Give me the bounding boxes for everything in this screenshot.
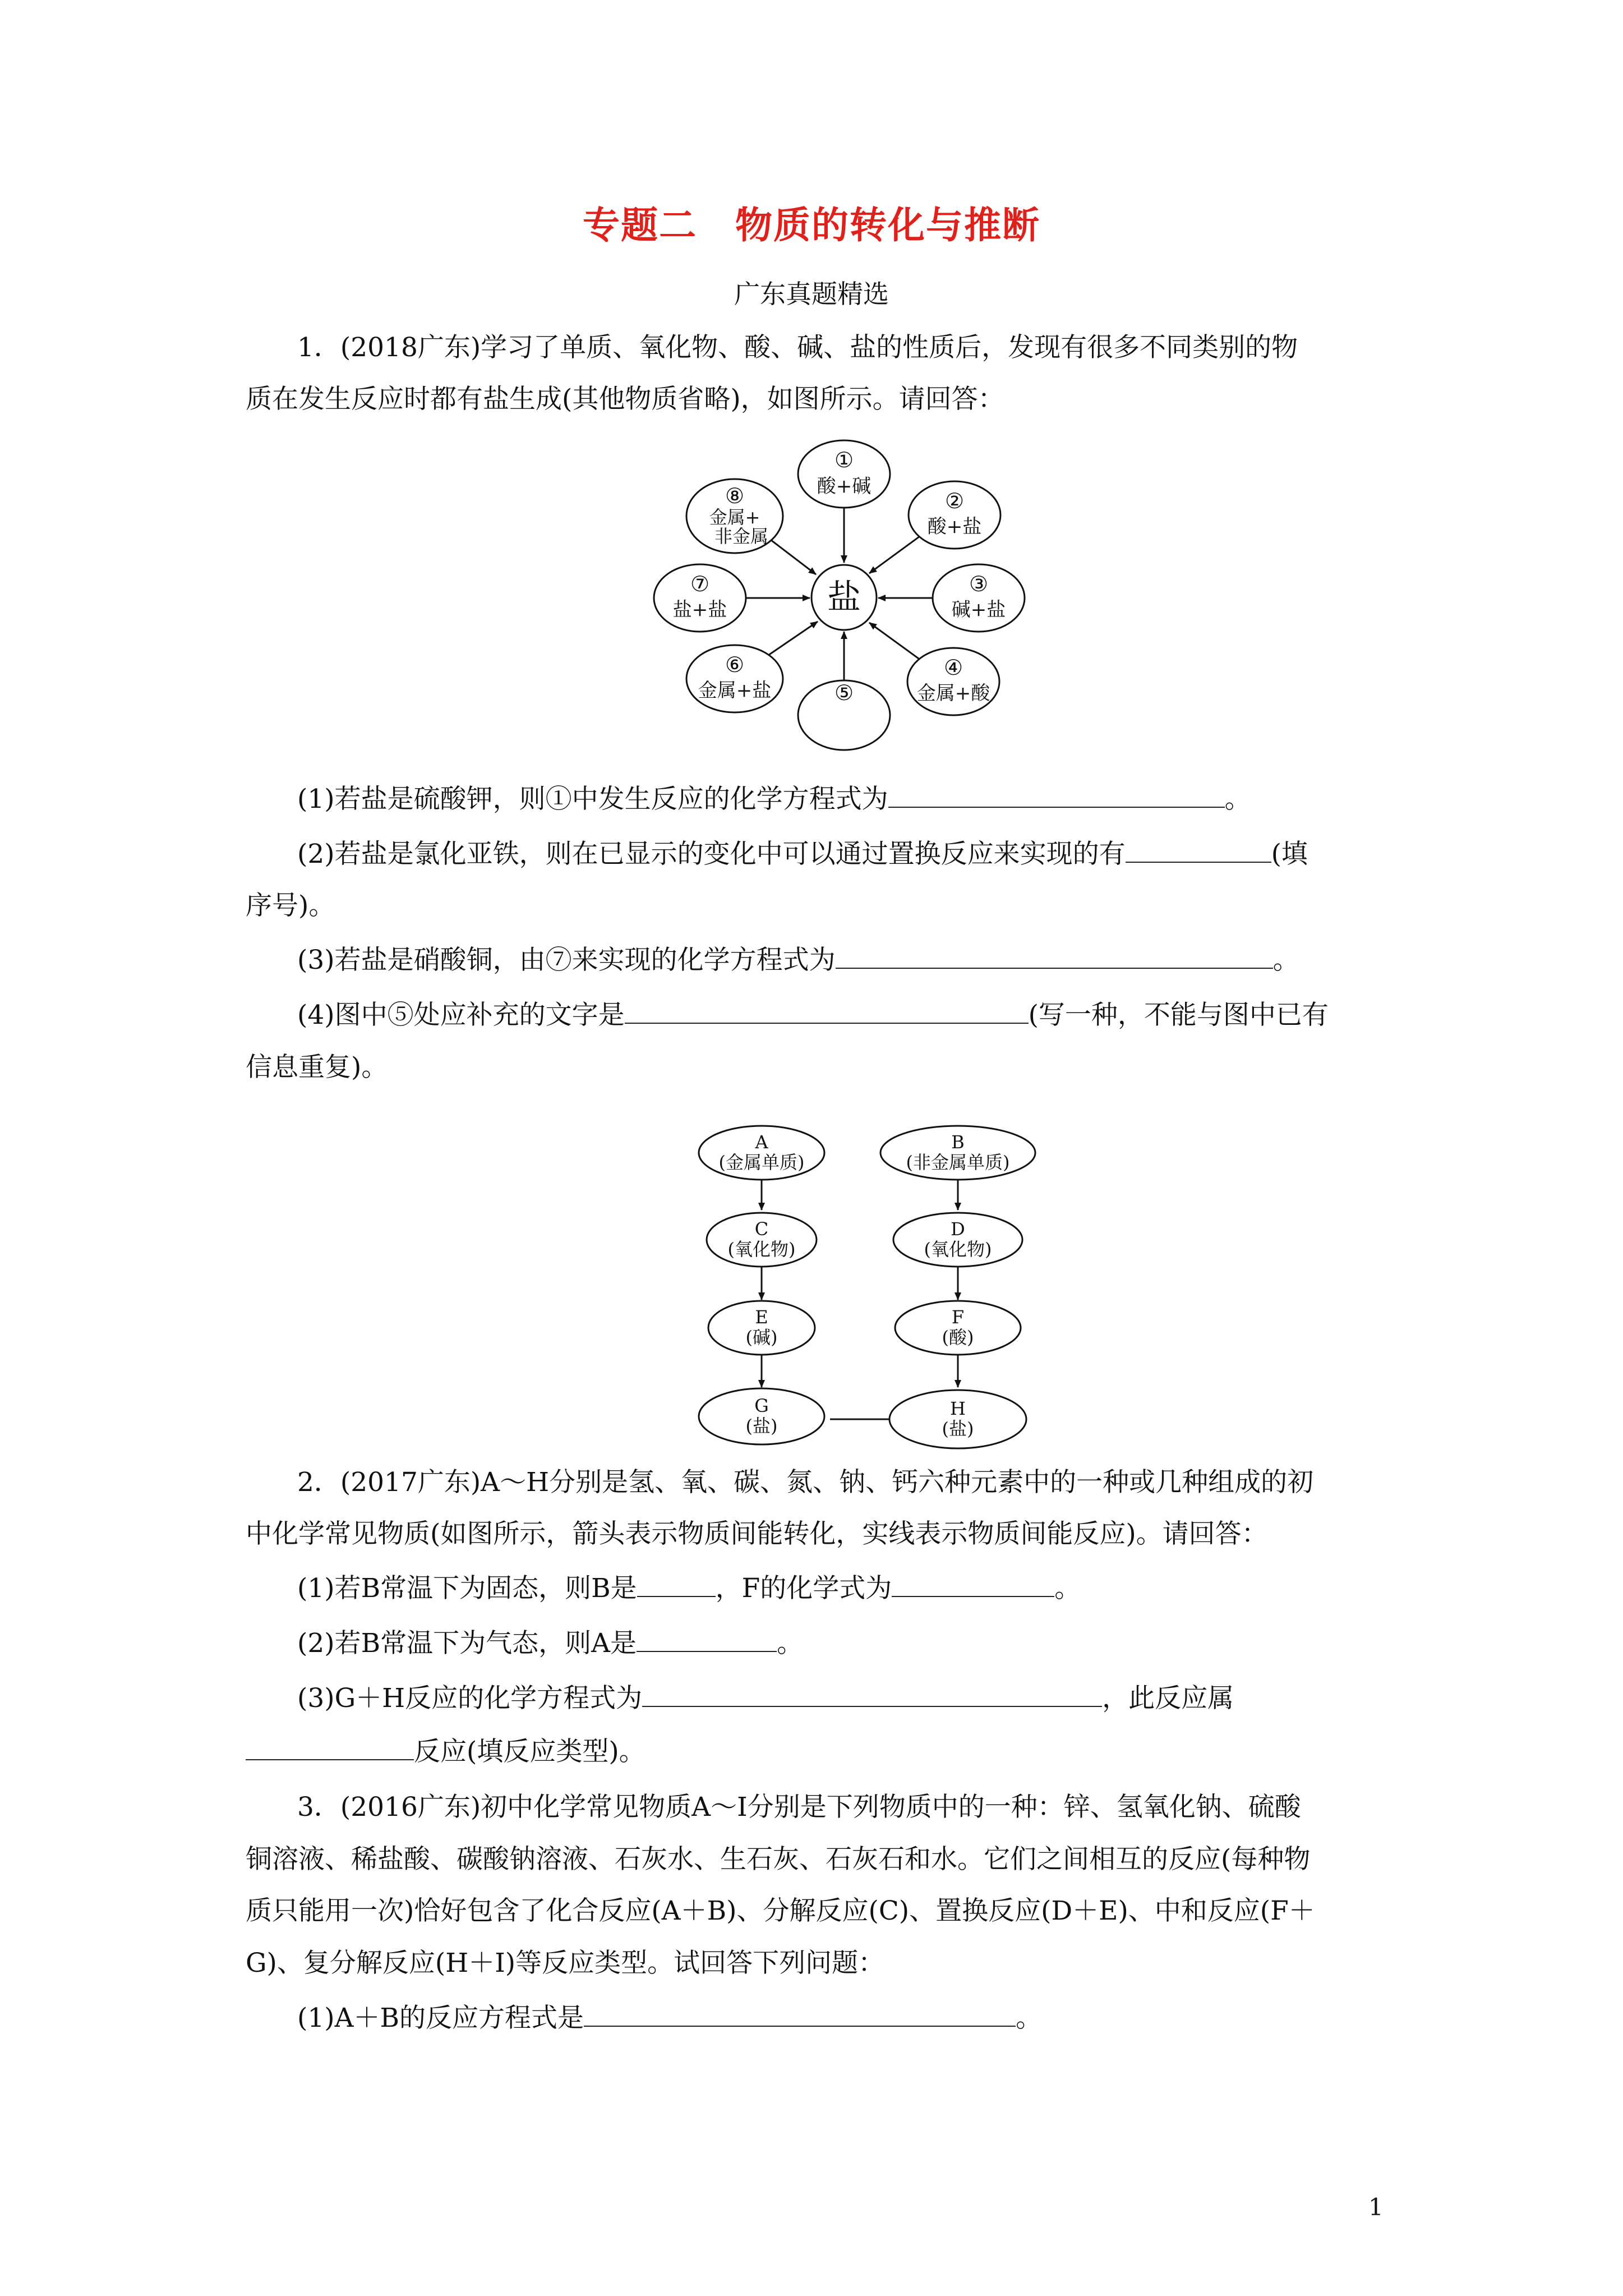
node-e-type: (碱)	[745, 1327, 778, 1348]
node-f-type: (酸)	[942, 1327, 974, 1348]
node-e-letter: E	[755, 1306, 768, 1328]
node-8-text: 金属+	[709, 507, 760, 528]
answer-blank[interactable]	[246, 1730, 414, 1760]
q1-intro-line-1: 1．(2018广东)学习了单质、氧化物、酸、碱、盐的性质后，发现有很多不同类别的物	[297, 332, 1298, 363]
q2-sub3-cont: 反应(填反应类型)。	[246, 1727, 1384, 1777]
q1-intro-line-2: 质在发生反应时都有盐生成(其他物质省略)，如图所示。请回答：	[246, 384, 1004, 415]
answer-blank[interactable]	[1126, 832, 1271, 863]
node-5-number: ⑤	[834, 680, 854, 705]
center-salt-label: 盐	[827, 578, 861, 617]
q3-sub1: (1)A＋B的反应方程式是 。	[246, 1993, 1384, 2044]
q2-intro-line-2: 中化学常见物质(如图所示，箭头表示物质间能转化，实线表示物质间能反应)。请回答：	[246, 1519, 1268, 1549]
q3-intro-line-2: 铜溶液、稀盐酸、碳酸钠溶液、石灰水、生石灰、石灰石和水。它们之间相互的反应(每种物	[246, 1844, 1311, 1875]
node-d-type: (氧化物)	[924, 1239, 992, 1260]
node-1-text: 酸+碱	[817, 475, 872, 498]
node-7-text: 盐+盐	[672, 599, 727, 621]
q1-sub4: (4)图中⑤处应补充的文字是 (写一种，不能与图中已有	[246, 990, 1384, 1041]
node-f-letter: F	[951, 1306, 965, 1328]
q1-sub1: (1)若盐是硫酸钾，则①中发生反应的化学方程式为 。	[246, 774, 1384, 825]
node-a-letter: A	[755, 1131, 768, 1153]
q2-sub1: (1)若B常温下为固态，则B是 ，F的化学式为 。	[246, 1563, 1384, 1614]
node-g-type: (盐)	[745, 1415, 778, 1437]
node-1-number: ①	[834, 448, 854, 472]
node-6-number: ⑥	[725, 652, 745, 677]
q3-intro-line-1: 3．(2016广东)初中化学常见物质A～I分别是下列物质中的一种：锌、氢氧化钠、硫酸	[297, 1792, 1301, 1823]
node-3-number: ③	[969, 572, 989, 596]
page-number: 1	[1368, 2193, 1384, 2221]
salt-formation-diagram	[645, 432, 1049, 757]
node-6-text: 金属+盐	[698, 679, 772, 702]
q1-sub3: (3)若盐是硝酸铜，由⑦来实现的化学方程式为 。	[246, 935, 1384, 986]
q3-intro-line-4: G)、复分解反应(H＋I)等反应类型。试回答下列问题：	[246, 1948, 885, 1978]
answer-blank[interactable]	[625, 993, 1029, 1024]
node-c-letter: C	[754, 1218, 769, 1240]
node-7-number: ⑦	[690, 572, 710, 596]
node-3-text: 碱+盐	[951, 599, 1006, 621]
node-h-letter: H	[950, 1398, 966, 1419]
q2-sub3: (3)G＋H反应的化学方程式为 ，此反应属	[246, 1673, 1384, 1724]
answer-blank[interactable]	[637, 1622, 777, 1652]
node-b-letter: B	[951, 1131, 965, 1153]
node-h-type: (盐)	[942, 1418, 974, 1439]
answer-blank[interactable]	[888, 777, 1225, 808]
node-2-number: ②	[944, 489, 965, 513]
section-subtitle: 广东真题精选	[734, 279, 889, 309]
node-g-letter: G	[754, 1395, 769, 1416]
answer-blank[interactable]	[892, 1567, 1054, 1597]
answer-blank[interactable]	[836, 938, 1273, 969]
q1-sub2-cont: 序号)。	[246, 890, 335, 921]
a-to-h-diagram	[695, 1119, 1043, 1453]
node-a-type: (金属单质)	[718, 1152, 805, 1173]
answer-blank[interactable]	[584, 1996, 1016, 2027]
answer-blank[interactable]	[637, 1567, 716, 1597]
node-2-text: 酸+盐	[927, 516, 982, 538]
node-4-number: ④	[943, 655, 963, 680]
node-4-text: 金属+酸	[916, 682, 990, 705]
node-8-number: ⑧	[725, 484, 745, 508]
node-b-type: (非金属单质)	[906, 1152, 1010, 1173]
q2-sub2: (2)若B常温下为气态，则A是 。	[246, 1618, 1384, 1669]
q1-sub4-cont: 信息重复)。	[246, 1052, 388, 1083]
q1-sub2: (2)若盐是氯化亚铁，则在已显示的变化中可以通过置换反应来实现的有 (填	[246, 829, 1384, 880]
node-c-type: (氧化物)	[727, 1239, 796, 1260]
q3-intro-line-3: 质只能用一次)恰好包含了化合反应(A＋B)、分解反应(C)、置换反应(D＋E)、中和反应(F＋	[246, 1895, 1315, 1926]
node-d-letter: D	[951, 1218, 965, 1240]
node-8-text-line-2: 非金属	[714, 526, 769, 547]
q2-intro-line-1: 2．(2017广东)A～H分别是氢、氧、碳、氮、钠、钙六种元素中的一种或几种组成的初	[297, 1467, 1314, 1498]
page-title: 专题二 物质的转化与推断	[583, 203, 1040, 247]
answer-blank[interactable]	[642, 1677, 1102, 1707]
